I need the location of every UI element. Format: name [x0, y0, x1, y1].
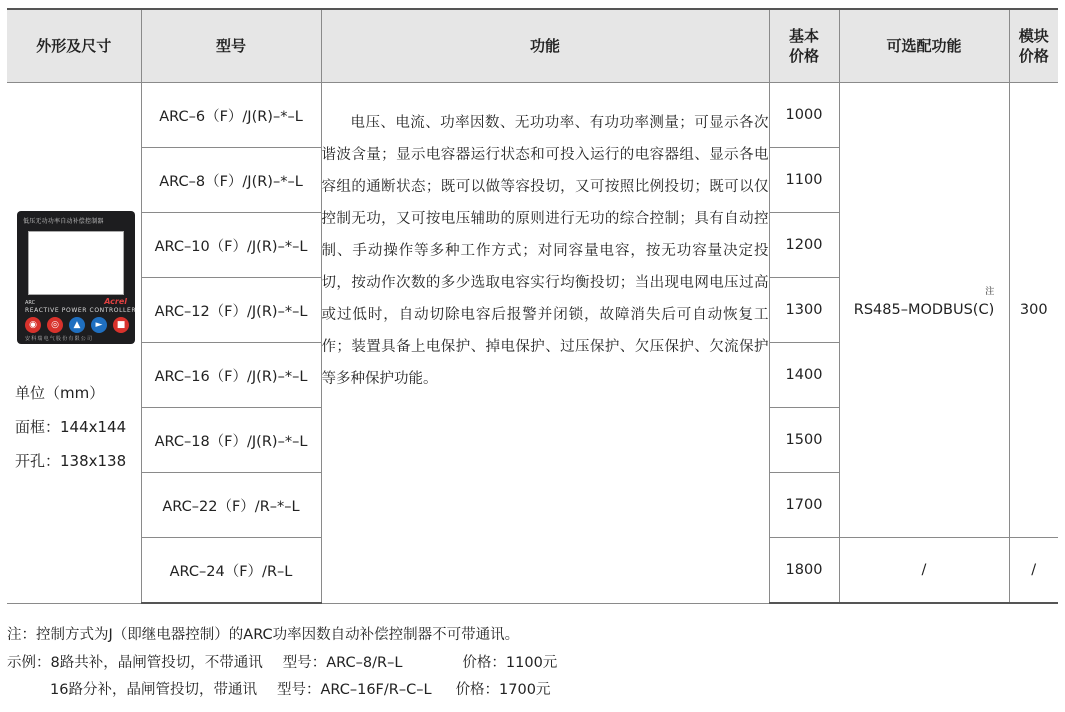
header-model: 型号: [141, 9, 321, 83]
dims-cell: [7, 83, 141, 604]
spec-table: [7, 8, 1058, 604]
device-buttons: [25, 317, 129, 333]
header-base-price-l1: 基本: [788, 27, 819, 45]
model-cell: ARC–24（F）/R–L: [141, 538, 321, 604]
target-icon: ◎: [47, 317, 63, 333]
optional-note-mark: 注: [985, 287, 995, 297]
controller-device-image: [17, 211, 135, 344]
model-cell: ARC–6（F）/J(R)–*–L: [141, 83, 321, 148]
device-title: 低压无功功率自动补偿控制器: [23, 218, 104, 225]
optional-feature-cell: [839, 83, 1009, 538]
example-1-model: 型号：ARC–8/R–L: [282, 654, 403, 671]
example-2-price: 价格：1700元: [455, 682, 551, 698]
header-base-price-l2: 价格: [788, 47, 819, 65]
price-cell: 1300: [769, 278, 839, 343]
header-module-price-l2: 价格: [1018, 47, 1049, 65]
price-cell: 1500: [769, 408, 839, 473]
header-row: [7, 9, 1058, 83]
mode-icon: ◉: [25, 317, 41, 333]
device-small-label: ARC: [25, 300, 36, 306]
header-base-price: [769, 9, 839, 83]
device-brand-logo: Acrel: [104, 297, 127, 306]
example-2-model: 型号：ARC–16F/R–C–L: [276, 682, 432, 698]
dim-cutout: 开孔：138x138: [15, 452, 127, 470]
module-price-cell: 300: [1009, 83, 1058, 538]
price-cell: 1200: [769, 213, 839, 278]
function-description: 电压、电流、功率因数、无功功率、有功功率测量；可显示各次谐波含量；显示电容器运行状态和可投入运行的电容器组、显示各电容组的通断状态；既可以做等容投切，又可按照比例投切；既可以仅控制无功，又可按电压辅助的原则进行无功的综合控制；具有自动控制、手动操作等多种工作方式；对同容量电容，按无功容量决定投切，按动作次数的多少选取电容实行均衡投切；当出现电网电压过高或过低时，自动切除电容后报警并闭锁，故障消失后可自动恢复工作；装置具备上电保护、掉电保护、过压保护、欠压保护、欠流保护等多种保护功能。: [321, 115, 769, 387]
optional-feature: RS485–MODBUS(C): [853, 302, 995, 318]
device-maker: 安科瑞电气股份有限公司: [25, 336, 94, 342]
optional-feature-cell-last: /: [839, 538, 1009, 604]
model-cell: ARC–18（F）/J(R)–*–L: [141, 408, 321, 473]
header-dims: 外形及尺寸: [7, 9, 141, 83]
example-line-1: [7, 650, 557, 678]
device-screen: [28, 231, 124, 295]
price-cell: 1700: [769, 473, 839, 538]
header-module-price: [1009, 9, 1058, 83]
price-cell: 1000: [769, 83, 839, 148]
right-arrow-icon: ►: [91, 317, 107, 333]
model-cell: ARC–12（F）/J(R)–*–L: [141, 278, 321, 343]
model-cell: ARC–8（F）/J(R)–*–L: [141, 148, 321, 213]
dimension-info: [15, 376, 126, 478]
price-cell: 1400: [769, 343, 839, 408]
example-2-desc: 16路分补，晶闸管投切，带通讯: [50, 682, 257, 698]
optional-feature-wrap: [853, 287, 995, 318]
price-cell: 1100: [769, 148, 839, 213]
function-cell: [321, 83, 769, 604]
model-cell: ARC–10（F）/J(R)–*–L: [141, 213, 321, 278]
note-line: 注：控制方式为J（即继电器控制）的ARC功率因数自动补偿控制器不可带通讯。: [7, 627, 520, 643]
module-price-cell-last: /: [1009, 538, 1058, 604]
header-module-price-l1: 模块: [1018, 27, 1049, 45]
example-1-desc: 8路共补，晶闸管投切，不带通讯: [50, 654, 263, 671]
example-1-price: 价格：1100元: [462, 654, 558, 671]
example-line-2: [7, 677, 557, 705]
dim-panel: 面框：144x144: [15, 418, 127, 436]
notes-section: [7, 622, 557, 705]
up-arrow-icon: ▲: [69, 317, 85, 333]
table-row: [7, 83, 1058, 148]
model-cell: ARC–22（F）/R–*–L: [141, 473, 321, 538]
dim-unit: 单位（mm）: [15, 384, 105, 402]
enter-icon: ■: [113, 317, 129, 333]
price-cell: 1800: [769, 538, 839, 604]
header-optional: 可选配功能: [839, 9, 1009, 83]
example-prefix: 示例：: [7, 654, 51, 671]
model-cell: ARC–16（F）/J(R)–*–L: [141, 343, 321, 408]
header-function: 功能: [321, 9, 769, 83]
device-subtitle: REACTIVE POWER CONTROLLER: [25, 307, 137, 314]
